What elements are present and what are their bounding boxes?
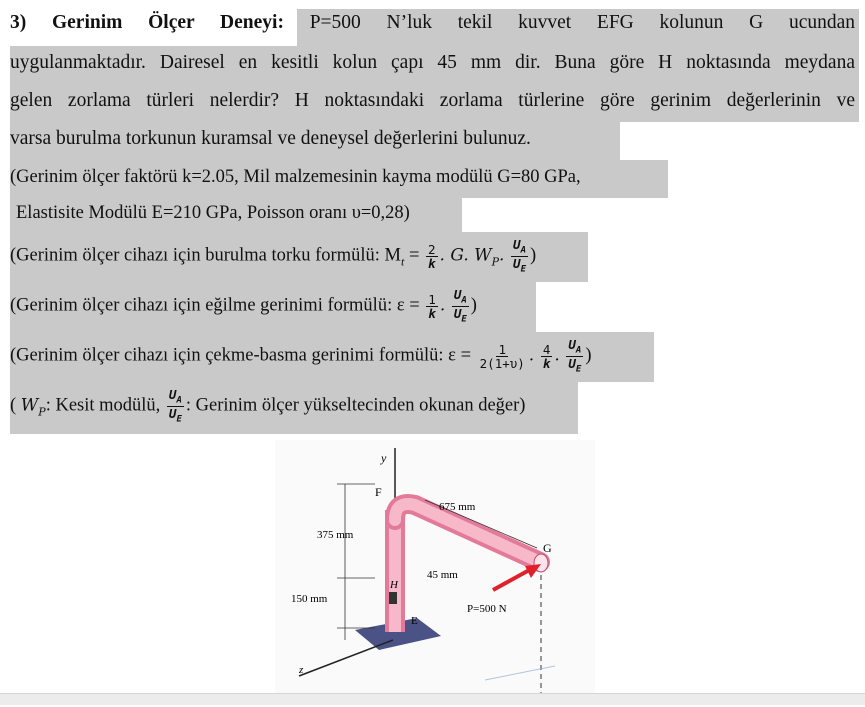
fraction-numerator: 1 [428,291,436,307]
wp-subscript: P [38,405,46,419]
fraction-numerator: 4 [542,341,551,357]
fraction-1-over-2-1-plus-nu [478,343,527,370]
fraction-numerator: 1 [498,341,506,357]
fraction-ua-over-ue [452,288,469,325]
torsion-formula-text: (Gerinim ölçer cihazı için burulma torku formülü: M [10,245,401,266]
fraction-2-over-k [426,243,438,270]
fraction-ua-over-ue [511,238,528,275]
ue-subscript: E [461,314,467,325]
axial-formula: (Gerinim ölçer cihazı için çekme-basma gerinimi formülü: ε = $\frac{1}{2(1+\upsilon)}$ . $\frac{4}{k}$ . $\frac{U_A}{U_E}$ ) [10,337,592,375]
column-figure [275,440,595,702]
wp-symbol: W [20,395,39,416]
problem-title: Gerinim Ölçer Deneyi: [51,12,284,33]
load-arrow [493,568,533,590]
problem-line-1 [10,12,855,34]
axis-label-y: y [381,451,387,465]
problem-number: 3) [10,12,27,33]
dim-label-45: 45 mm [427,569,458,581]
x-axis-hint [485,666,555,680]
ua-subscript: A [461,295,467,306]
strain-gauge [389,592,397,604]
close-paren: ) [529,245,537,266]
column-diagram [275,440,595,702]
ua-subscript: A [575,345,582,356]
ua-symbol: U [453,287,462,302]
problem-line-3: gelen zorlama türleri nelerdir? H noktasındaki zorlama türlerine göre gerinim değerlerinin ve [10,90,855,111]
problem-line-1-text: P=500 N’luk tekil kuvvet EFG kolunun G ucundan [309,12,856,33]
axis-label-z: z [299,664,304,676]
dim-label-675: 675 mm [439,501,476,513]
problem-line-2: uygulanmaktadır. Dairesel en kesitli kolun çapı 45 mm dir. Buna göre H noktasında meydana [10,52,855,73]
axial-formula-text: (Gerinim ölçer cihazı için çekme-basma gerinimi formülü: ε = [10,345,476,366]
equals-sign: = [404,245,424,266]
fraction-ua-over-ue [167,388,184,425]
legend-open: ( [10,395,21,416]
wp-description: : Kesit modülü, [45,395,165,416]
ue-symbol: U [168,405,177,421]
wp-subscript: P [491,255,499,269]
bending-formula-text: (Gerinim ölçer cihazı için eğilme gerinimi formülü: ε = [10,295,425,316]
fraction-numerator: 2 [428,241,436,257]
torsion-mid: . G. W [439,245,492,266]
fraction-denominator: k [542,355,551,371]
ue-symbol: U [513,255,521,271]
torsion-subscript: t [400,254,405,269]
ua-subscript: A [520,245,526,256]
ue-subscript: E [575,364,582,375]
fraction-denominator: k [428,255,436,271]
problem-line-4: varsa burulma torkunun kuramsal ve deneysel değerlerini bulunuz. [10,128,531,149]
ua-description: : Gerinim ölçer yükseltecinden okunan değer) [185,395,526,416]
ua-symbol: U [568,337,576,352]
point-label-E: E [411,615,418,627]
ua-symbol: U [168,387,177,402]
point-label-G: G [543,541,552,555]
symbol-legend [10,388,525,425]
close-paren: ) [585,345,592,366]
fraction-1-over-k [426,293,438,320]
dim-label-375: 375 mm [317,529,354,541]
fraction-denominator: 2(1+υ) [479,355,525,371]
bending-formula: (Gerinim ölçer cihazı için eğilme gerinimi formülü: ε = $\frac{1}{k}$ . $\frac{U_A}{U_E}$ ) [10,287,477,325]
ue-symbol: U [568,355,576,371]
params-line-1: (Gerinim ölçer faktörü k=2.05, Mil malzemesinin kayma modülü G=80 GPa, [10,167,581,187]
point-label-F: F [375,485,382,499]
ue-symbol: U [453,305,462,321]
fraction-denominator: k [428,305,436,321]
torsion-formula: (Gerinim ölçer cihazı için burulma torku formülü: $M_t$ = $\frac{2}{k}$ . G. $W_P$. $\frac{U_A}{U_E}$ ) [10,237,537,275]
ue-subscript: E [520,264,526,275]
z-axis [299,640,393,676]
params-line-2: Elastisite Modülü E=210 GPa, Poisson oranı υ=0,28) [16,203,410,223]
fraction-ua-over-ue [566,338,583,375]
close-paren: ) [470,295,477,316]
fraction-4-over-k [541,343,553,370]
dim-label-150: 150 mm [291,593,328,605]
load-label: P=500 N [467,603,507,615]
ue-subscript: E [176,414,182,425]
scroll-edge [0,693,865,705]
ua-subscript: A [176,395,182,406]
point-label-H: H [390,579,398,591]
ua-symbol: U [513,237,521,252]
